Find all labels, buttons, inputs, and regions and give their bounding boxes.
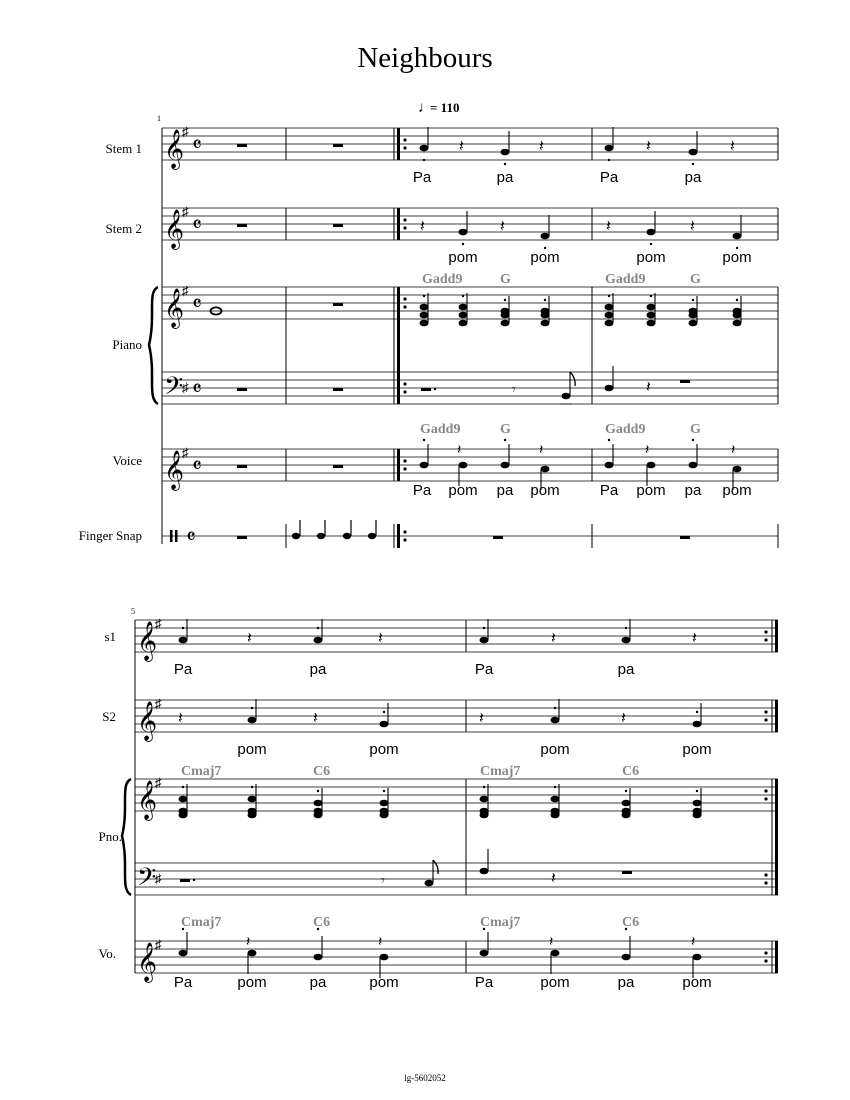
svg-text:𝄽: 𝄽 [730,138,735,155]
common-time-icon: 𝄴 [192,132,202,157]
treble-clef-icon: 𝄞 [164,131,185,168]
chord-symbol: Gadd9 [422,272,463,287]
chord-symbol: Cmaj7 [480,764,521,779]
lyric: pom [722,482,752,499]
lyric: Pa [474,661,494,678]
svg-text:𝄽: 𝄽 [378,935,383,950]
svg-text:𝄽: 𝄽 [690,218,695,235]
lyric: pom [237,741,267,758]
sharp-icon: ♯ [155,871,162,886]
svg-text:𝄽: 𝄽 [646,138,651,155]
common-time-icon: 𝄴 [192,453,202,478]
svg-text:𝄽: 𝄽 [378,630,383,647]
lyric: pa [496,482,514,499]
sharp-icon: ♯ [182,380,189,395]
chord-symbol: G [690,422,701,437]
lyric: pom [636,482,666,499]
chord-symbols-pno [181,764,639,779]
sharp-icon: ♯ [155,937,162,952]
chord-symbol: Gadd9 [605,422,646,437]
whole-rests [237,144,690,539]
measure-number: 5 [131,607,135,616]
staff-voice [162,449,778,481]
clefs [137,622,157,983]
tempo-note-icon: ♩ [418,100,433,116]
chord-symbol: Cmaj7 [480,915,521,930]
svg-text:𝄽: 𝄽 [731,443,736,458]
chord-symbol: G [500,272,511,287]
lyric: Pa [173,974,193,991]
lyric: pom [530,482,560,499]
score-title: Neighbours [357,42,493,74]
common-time-icon: 𝄴 [192,291,202,316]
piano-chords-m3-4 [420,293,742,326]
chord-symbol: C6 [622,915,640,930]
treble-clef-icon: 𝄞 [137,623,158,660]
treble-clef-icon: 𝄞 [164,452,185,489]
svg-text:𝄽: 𝄽 [539,443,544,458]
key-signatures [155,616,162,952]
lyric: pa [684,482,702,499]
svg-text:𝄽: 𝄽 [621,710,626,727]
sharp-icon: ♯ [182,445,189,460]
footer-id: lg-5602052 [404,1073,446,1083]
staff-label-s1: s1 [104,629,116,644]
lyric: pom [369,974,399,991]
lyric: pom [682,741,712,758]
pno-chords-m5-6 [179,784,702,818]
chord-symbol: C6 [313,915,331,930]
lyrics-s1 [174,661,635,678]
staff-label-piano: Piano [112,337,142,352]
tempo-marking: = 110 [430,100,460,115]
lyric: pom [530,249,560,266]
svg-text:𝄽: 𝄽 [313,710,318,727]
lyric: pa [684,169,702,186]
lyrics-vo [174,974,712,991]
svg-text:𝄽: 𝄽 [551,870,556,887]
chord-symbol: Gadd9 [420,422,461,437]
common-time-icon: 𝄴 [192,212,202,237]
lyric: pa [309,661,327,678]
piano-brace [122,779,131,895]
chord-symbols-voice [420,422,701,437]
lyric: pom [540,974,570,991]
repeat-end [764,620,778,973]
vo-notes-m5-6 [179,928,702,978]
key-signatures [182,124,189,460]
svg-text:𝄽: 𝄽 [549,935,554,950]
staff-label-vo: Vo. [98,946,116,961]
piano-brace [149,287,158,404]
svg-text:𝄽: 𝄽 [551,630,556,647]
chord-symbols-vo [181,915,639,930]
svg-text:𝄽: 𝄽 [606,218,611,235]
staff-label-pno: Pno. [98,829,122,844]
sharp-icon: ♯ [182,283,189,298]
common-time-icon: 𝄴 [186,524,196,549]
chord-symbol: Cmaj7 [181,764,222,779]
svg-text:𝄽: 𝄽 [459,138,464,155]
chord-symbol: G [690,272,701,287]
lyric: pom [682,974,712,991]
svg-text:𝄽: 𝄽 [691,935,696,950]
staff-label-s2: S2 [102,709,116,724]
staff-s1 [135,620,778,652]
lyric: pa [309,974,327,991]
repeat-start [397,128,407,548]
svg-text:𝄽: 𝄽 [645,443,650,458]
svg-text:𝄽: 𝄽 [247,630,252,647]
bass-clef-icon: 𝄢 [164,373,184,406]
lyric: pom [722,249,752,266]
treble-clef-icon: 𝄞 [137,703,158,740]
lyric: pom [237,974,267,991]
svg-text:𝄽: 𝄽 [420,218,425,235]
lyric: pa [496,169,514,186]
svg-text:𝄽: 𝄽 [479,710,484,727]
chord-symbols-piano [422,272,701,287]
svg-text:𝄽: 𝄽 [246,935,251,950]
staff-label-voice: Voice [112,453,142,468]
sharp-icon: ♯ [155,616,162,631]
treble-clef-icon: 𝄞 [164,290,185,327]
lyrics-stem2 [448,249,751,266]
chord-symbol: G [500,422,511,437]
sharp-icon: ♯ [182,124,189,139]
lyrics-voice [413,482,752,499]
svg-text:𝄽: 𝄽 [646,379,651,396]
sharp-icon: ♯ [155,696,162,711]
measure-number: 1 [157,114,161,123]
lyric: pom [369,741,399,758]
clefs [164,130,184,542]
staff-pno-bass [135,863,778,895]
svg-text:𝄽: 𝄽 [539,138,544,155]
chord-symbol: C6 [622,764,640,779]
svg-text:𝄽: 𝄽 [500,218,505,235]
lyrics-stem1 [413,169,702,186]
staff-stem2 [162,208,778,240]
lyric: Pa [474,974,494,991]
staff-label-finger-snap: Finger Snap [78,528,142,543]
chord-symbol: Gadd9 [605,272,646,287]
lyric: Pa [173,661,193,678]
lyric: pom [636,249,666,266]
system-1 [79,114,778,549]
lyric: Pa [412,482,432,499]
svg-text:𝄾: 𝄾 [381,874,385,889]
chord-symbol: C6 [313,764,331,779]
lyric: pom [448,482,478,499]
treble-clef-icon: 𝄞 [137,782,158,819]
pno-bass-m5-6 [180,849,632,889]
lyric: Pa [599,169,619,186]
staff-vo [135,941,778,973]
sharp-icon: ♯ [155,775,162,790]
sharp-icon: ♯ [182,204,189,219]
staff-label-stem1: Stem 1 [105,141,142,156]
lyrics-s2 [237,741,711,758]
time-signatures [186,132,202,549]
treble-clef-icon: 𝄞 [164,211,185,248]
lyric: pa [617,974,635,991]
svg-text:𝄽: 𝄽 [692,630,697,647]
lyric: pom [540,741,570,758]
staff-stem1 [162,128,778,160]
staff-piano-treble [162,287,778,319]
lyric: Pa [412,169,432,186]
common-time-icon: 𝄴 [192,376,202,401]
lyric: pom [448,249,478,266]
lyric: Pa [599,482,619,499]
svg-text:𝄾: 𝄾 [512,383,516,398]
staff-label-stem2: Stem 2 [105,221,142,236]
treble-clef-icon: 𝄞 [137,944,158,981]
system-2 [99,607,778,991]
chord-symbol: Cmaj7 [181,915,222,930]
staff-s2 [135,700,778,732]
svg-text:𝄽: 𝄽 [178,710,183,727]
bass-clef-icon: 𝄢 [137,864,157,897]
svg-text:𝄽: 𝄽 [457,443,462,458]
lyric: pa [617,661,635,678]
staff-piano-bass [162,372,778,404]
staff-pno-treble [135,779,778,811]
